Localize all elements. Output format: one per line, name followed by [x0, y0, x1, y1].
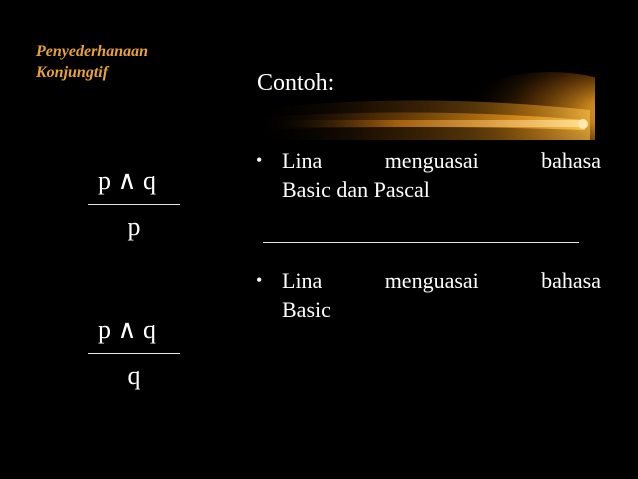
heading: Contoh: [257, 70, 335, 96]
section-title [36, 41, 236, 83]
formula-divider [88, 353, 180, 354]
bullet-line2: Basic [282, 297, 331, 322]
formula-premise: p ∧ q [98, 166, 157, 195]
bullet-line2: Basic dan Pascal [282, 177, 430, 202]
bullet-icon: • [256, 150, 263, 170]
bullet-line1 [282, 146, 601, 175]
bullet-line1 [282, 266, 601, 295]
formula-premise: p ∧ q [98, 315, 157, 344]
bullet-word: bahasa [541, 268, 601, 293]
formula-conclusion: p [127, 212, 141, 241]
bullet-word: menguasai [384, 268, 479, 293]
section-title-line1: Penyederhanaan [36, 43, 148, 60]
bullet-word: bahasa [541, 148, 601, 173]
bullet-word: Lina [282, 268, 323, 293]
formula-conclusion: q [127, 361, 141, 390]
conclusion-divider [263, 242, 579, 243]
formula-divider [88, 204, 180, 205]
section-title-line2: Konjungtif [36, 64, 109, 81]
bullet-word: Lina [282, 148, 323, 173]
bullet-word: menguasai [384, 148, 479, 173]
bullet-icon: • [256, 270, 263, 290]
